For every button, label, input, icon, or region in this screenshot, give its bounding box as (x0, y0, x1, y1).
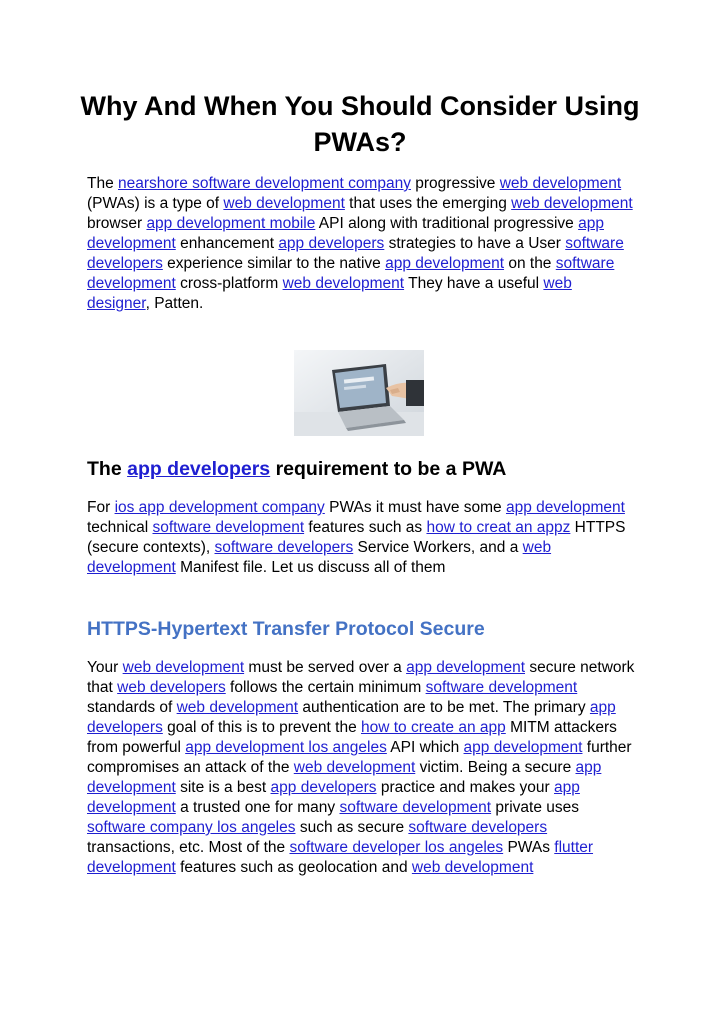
body-text: victim. Being a secure (415, 759, 576, 776)
inline-link[interactable]: software developers (87, 235, 624, 272)
inline-link[interactable]: app development (87, 779, 580, 816)
inline-link[interactable]: web development (282, 275, 405, 292)
inline-link[interactable]: how to creat an appz (426, 519, 571, 536)
inline-link[interactable]: app developers (127, 458, 271, 480)
body-text: features such as (304, 519, 427, 536)
inline-link[interactable]: web developers (117, 679, 226, 696)
https-paragraph (87, 658, 639, 878)
body-text: enhancement (175, 235, 279, 252)
body-text: MITM attackers from powerful (87, 719, 617, 756)
body-text: , Patten. (145, 295, 204, 312)
inline-link[interactable]: flutter development (87, 839, 594, 876)
inline-link[interactable]: web designer (87, 275, 572, 312)
intro-paragraph (87, 174, 639, 314)
body-text: that uses the emerging (344, 195, 512, 212)
inline-link[interactable]: web development (122, 659, 245, 676)
body-text: transactions, etc. Most of the (87, 839, 290, 856)
body-text: The (87, 458, 128, 480)
body-text: PWAs it must have some (324, 499, 506, 516)
body-text: features such as geolocation and (175, 859, 412, 876)
inline-link[interactable]: app developers (278, 235, 385, 252)
body-text: strategies to have a User (384, 235, 566, 252)
inline-link[interactable]: software developers (408, 819, 548, 836)
inline-link[interactable]: web development (176, 699, 299, 716)
body-text: further compromises an attack of the (87, 739, 632, 776)
inline-link[interactable]: web development (499, 175, 622, 192)
inline-link[interactable]: web development (411, 859, 534, 876)
inline-link[interactable]: app development (463, 739, 583, 756)
inline-link[interactable]: nearshore software development company (118, 175, 411, 192)
body-text: must be served over a (244, 659, 407, 676)
body-text: such as secure (295, 819, 409, 836)
body-text: private uses (491, 799, 579, 816)
inline-link[interactable]: app development (87, 759, 602, 796)
inline-link[interactable]: app development (385, 255, 505, 272)
inline-link[interactable]: web development (223, 195, 345, 212)
body-text: goal of this is to prevent the (162, 719, 361, 736)
inline-link[interactable]: app development (505, 499, 625, 516)
inline-link[interactable]: app developers (270, 779, 377, 796)
body-text: Manifest file. Let us discuss all of them (175, 559, 446, 576)
body-text: authentication are to be met. The primary (298, 699, 590, 716)
laptop-photo (294, 350, 424, 436)
body-text: secure network that (87, 659, 635, 696)
inline-link[interactable]: how to create an app (361, 719, 506, 736)
body-text: site is a best (175, 779, 271, 796)
inline-link[interactable]: software company los angeles (87, 819, 296, 836)
body-text: technical (87, 519, 153, 536)
body-text: progressive (410, 175, 500, 192)
inline-link[interactable]: app developers (87, 699, 616, 736)
inline-link[interactable]: app development (406, 659, 526, 676)
inline-link[interactable]: software development (87, 255, 615, 292)
body-text: Service Workers, and a (353, 539, 523, 556)
body-text: For (87, 499, 115, 516)
inline-link[interactable]: ios app development company (114, 499, 325, 516)
page-title: Why And When You Should Consider Using PWAs? (80, 91, 640, 157)
body-text: HTTPS (secure contexts), (87, 519, 626, 556)
inline-link[interactable]: web development (87, 539, 552, 576)
body-text: requirement to be a PWA (270, 458, 507, 480)
body-text: They have a useful (404, 275, 544, 292)
body-text: Your (87, 659, 123, 676)
body-text: API which (386, 739, 464, 756)
inline-link[interactable]: app development (87, 215, 604, 252)
section-heading-https: HTTPS-Hypertext Transfer Protocol Secure (87, 618, 485, 640)
inline-link[interactable]: web development (293, 759, 416, 776)
body-text: practice and makes your (376, 779, 555, 796)
requirements-paragraph (87, 498, 639, 578)
inline-link[interactable]: software developer los angeles (289, 839, 504, 856)
body-text: browser (87, 215, 147, 232)
section-heading-pwa-requirements (87, 456, 506, 482)
body-text: PWAs (503, 839, 555, 856)
inline-link[interactable]: web development (511, 195, 633, 212)
inline-link[interactable]: software developers (214, 539, 354, 556)
body-text: cross-platform (175, 275, 283, 292)
inline-link[interactable]: software development (339, 799, 492, 816)
body-text: on the (504, 255, 556, 272)
body-text: API along with traditional progressive (315, 215, 579, 232)
body-text: (PWAs) is a type of (87, 195, 224, 212)
inline-link[interactable]: software development (425, 679, 578, 696)
body-text: a trusted one for many (175, 799, 340, 816)
body-text: follows the certain minimum (225, 679, 426, 696)
body-text: experience similar to the native (162, 255, 386, 272)
body-text: The (87, 175, 119, 192)
inline-link[interactable]: app development mobile (146, 215, 316, 232)
inline-link[interactable]: software development (152, 519, 305, 536)
body-text: standards of (87, 699, 177, 716)
inline-link[interactable]: app development los angeles (185, 739, 387, 756)
